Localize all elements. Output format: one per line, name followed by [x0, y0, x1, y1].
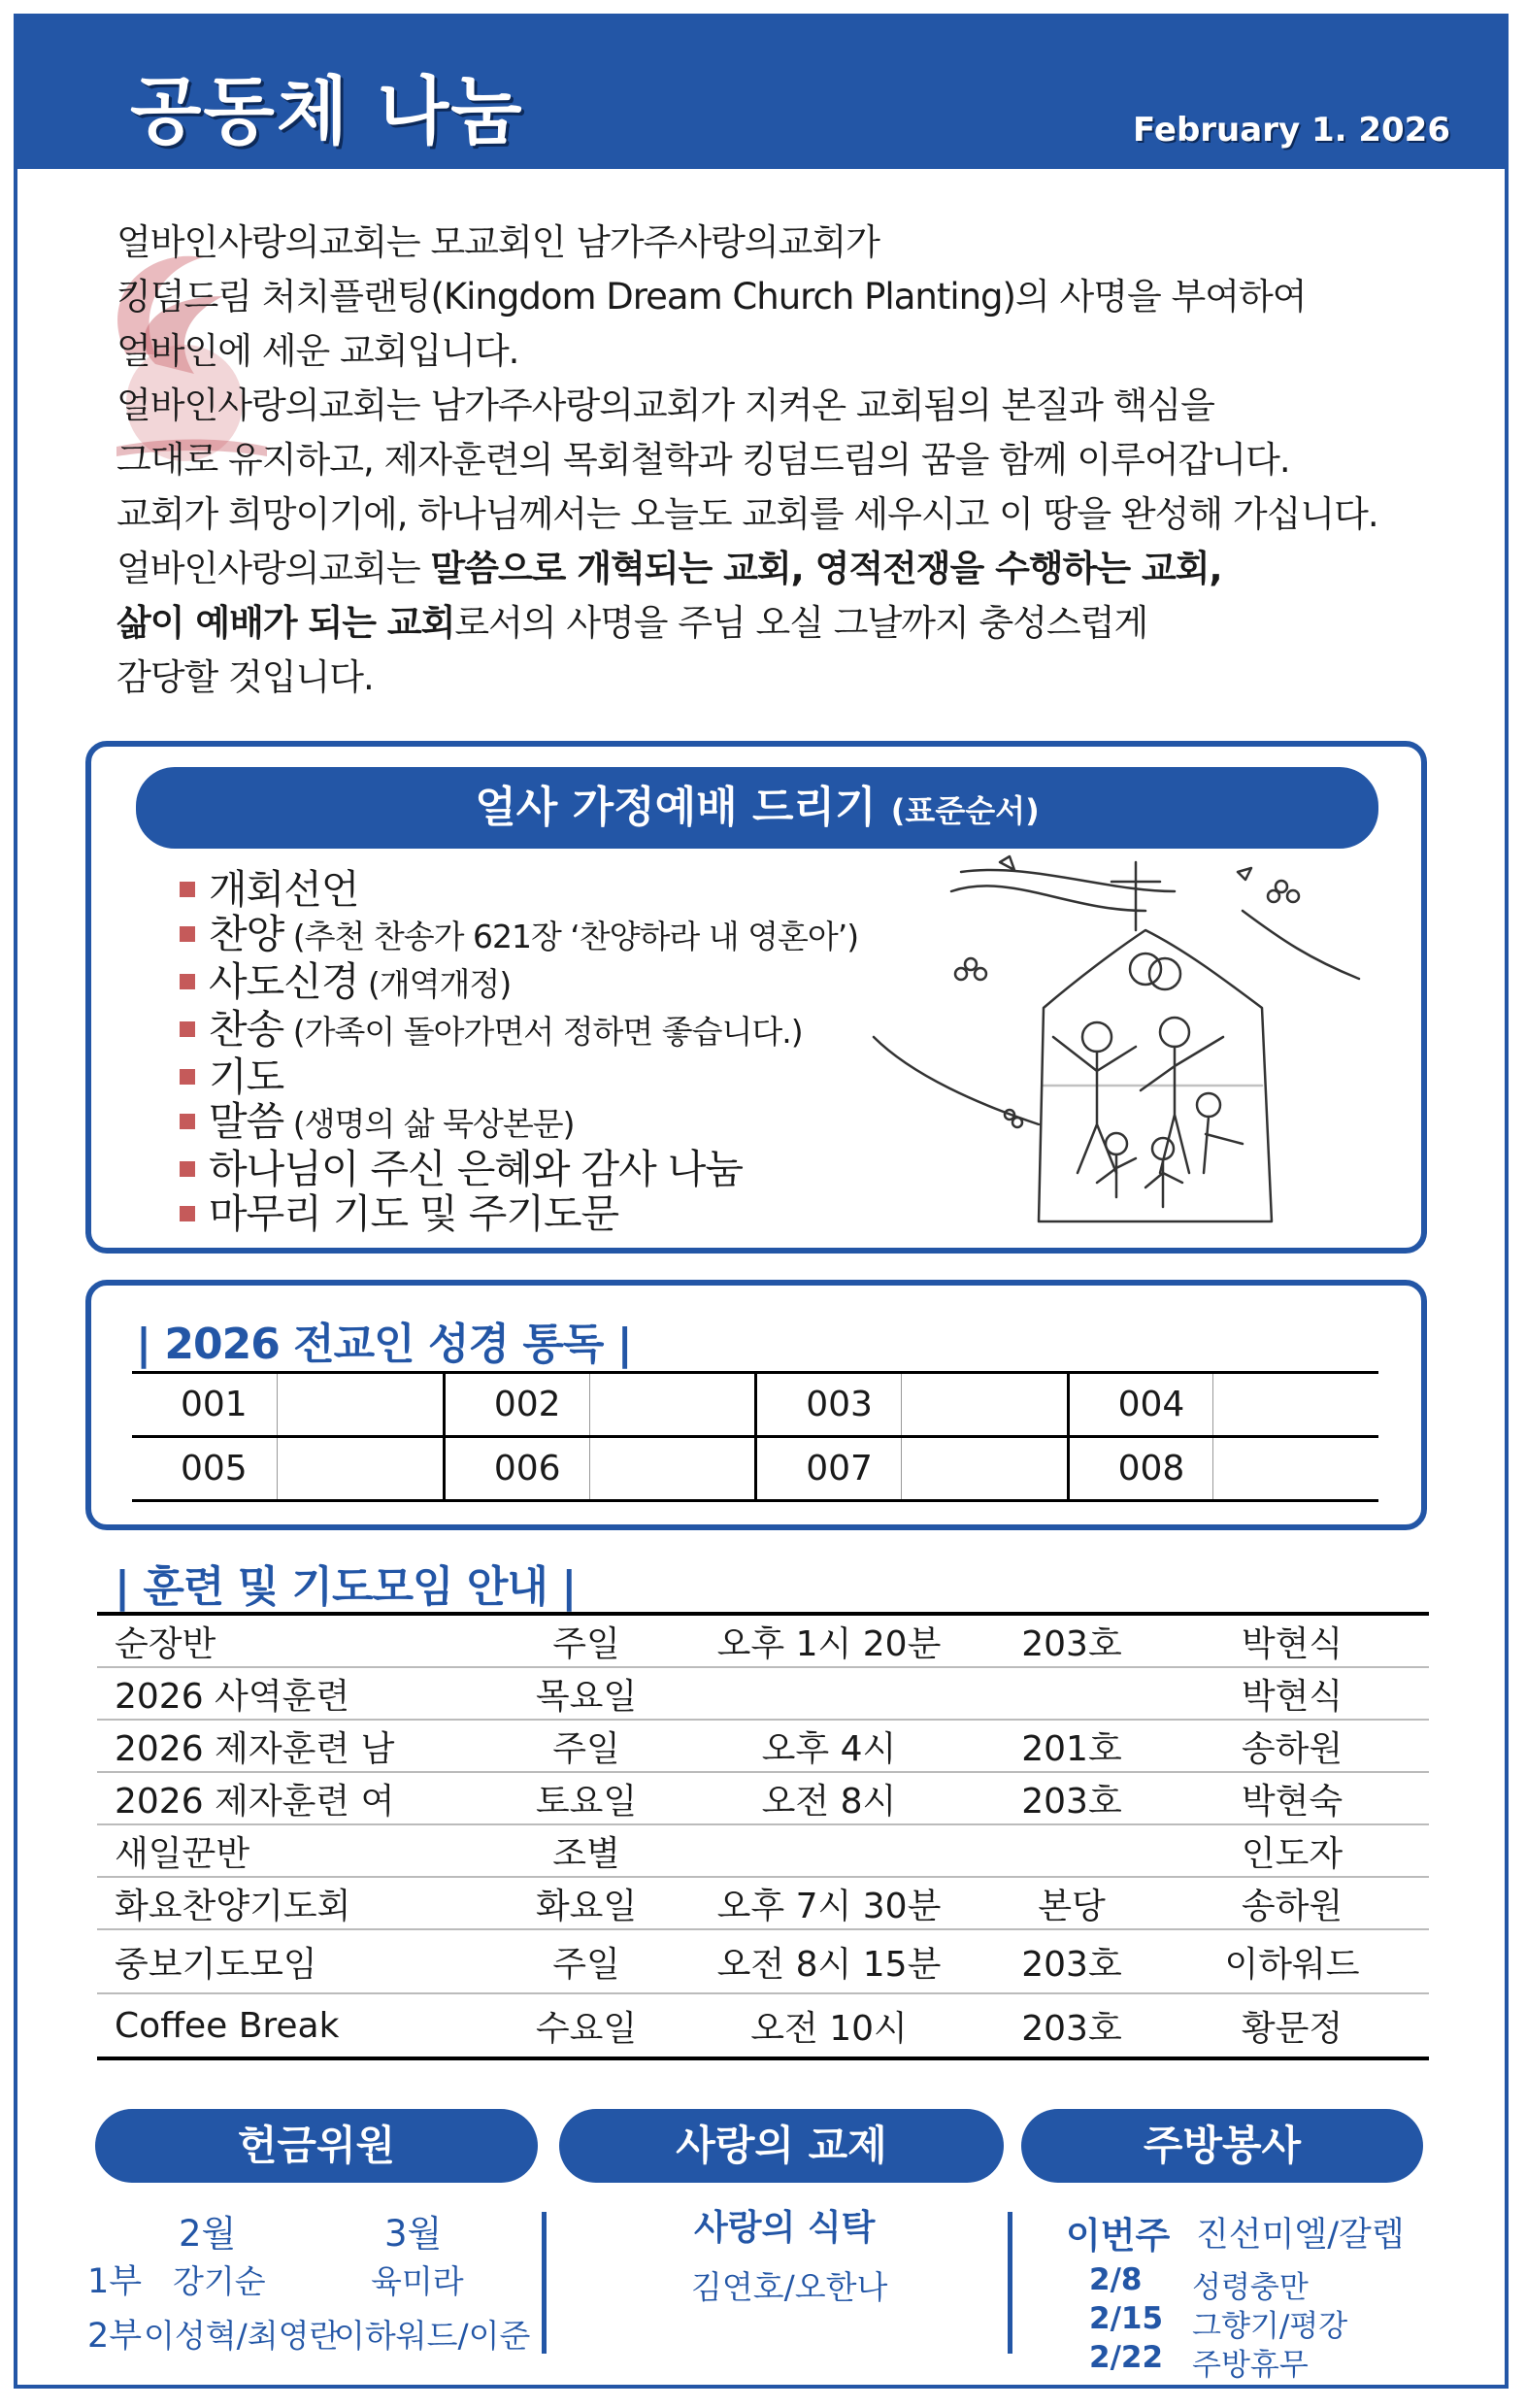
program-time: 오후 7시 30분 [670, 1877, 988, 1929]
kitchen-date: 2/22 [1089, 2340, 1164, 2375]
table-row [132, 1373, 1378, 1437]
program-room: 203호 [988, 1772, 1155, 1824]
reading-number: 006 [444, 1437, 589, 1501]
reading-number: 008 [1068, 1437, 1213, 1501]
program-time: 오후 4시 [670, 1720, 988, 1772]
reading-number: 004 [1068, 1373, 1213, 1437]
program-day: 주일 [503, 1929, 670, 1993]
reading-check-cell[interactable] [278, 1437, 445, 1501]
program-leader: 송하원 [1155, 1877, 1429, 1929]
program-name: Coffee Break [115, 2005, 340, 2046]
mission-emphasis: 삶이 예배가 되는 교회 [116, 602, 455, 644]
reading-number: 003 [756, 1373, 902, 1437]
program-day: 수요일 [535, 2008, 638, 2049]
kitchen-team: 그향기/평강 [1192, 2309, 1348, 2344]
table-row [97, 1929, 1429, 1993]
table-row [97, 1772, 1429, 1824]
reading-number: 002 [444, 1373, 589, 1437]
program-name: 순장반 [97, 1614, 503, 1667]
worship-step-note: (가족이 돌아가면서 정하면 좋습니다.) [283, 1013, 803, 1051]
mission-comma: , [1209, 548, 1222, 589]
family-worship-title-text: 얼사 가정예배 드리기 [475, 783, 877, 832]
worship-step-note: (추천 찬송가 621장 ‘찬양하라 내 영혼아’) [283, 918, 859, 955]
program-day: 주일 [503, 1720, 670, 1772]
program-leader: 박현식 [1155, 1667, 1429, 1720]
offering-month-1: 2월 [179, 2213, 237, 2255]
program-room: 203호 [988, 1614, 1155, 1667]
mission-line [116, 596, 1476, 651]
list-item [180, 1099, 858, 1147]
mission-text: 얼바인사랑의교회는 [116, 548, 431, 589]
family-church-illustration-icon [854, 853, 1398, 1241]
this-week-team: 진선미엘/갈렙 [1196, 2216, 1405, 2255]
love-table-label: 사랑의 식탁 [694, 2208, 876, 2248]
mission-line: 얼바인에 세운 교회입니다. [116, 330, 519, 372]
program-time: 오후 1시 20분 [670, 1614, 988, 1667]
worship-step: 하나님이 주신 은혜와 감사 나눔 [209, 1146, 744, 1192]
page-title: 공동체 나눔 [130, 68, 524, 154]
mission-line: 그대로 유지하고, 제자훈련의 목회철학과 킹덤드림의 꿈을 함께 이루어갑니다. [116, 439, 1290, 481]
program-room [988, 1667, 1155, 1720]
list-item [180, 912, 858, 959]
worship-step: 사도신경 [209, 958, 359, 1005]
program-name: 화요찬양기도회 [97, 1877, 503, 1929]
list-item [180, 959, 858, 1007]
divider [542, 2212, 547, 2354]
this-week-label: 이번주 [1066, 2215, 1171, 2257]
table-row [97, 1667, 1429, 1720]
program-room: 203호 [1021, 2008, 1122, 2049]
program-name: 중보기도모임 [97, 1929, 503, 1993]
program-time: 오전 8시 [670, 1772, 988, 1824]
program-leader: 황문정 [1241, 2008, 1344, 2049]
worship-step: 기도 [209, 1054, 284, 1100]
love-table-names: 김연호/오한나 [691, 2268, 888, 2306]
worship-step: 개회선언 [209, 866, 359, 913]
program-name: 2026 사역훈련 [97, 1667, 503, 1720]
reading-check-cell[interactable] [589, 1437, 756, 1501]
mission-comma: , [790, 548, 815, 589]
bullet-icon [180, 1021, 195, 1037]
program-name: 2026 제자훈련 남 [97, 1720, 503, 1772]
offering-service-1-label: 1부 [87, 2262, 143, 2301]
offering-service-1-feb: 강기순 [173, 2262, 266, 2300]
divider [1008, 2212, 1012, 2354]
church-mission-statement [116, 216, 1476, 705]
mission-line: 감당할 것입니다. [116, 656, 374, 698]
issue-date: February 1. 2026 [1133, 111, 1450, 150]
program-time: 오전 10시 [750, 2008, 908, 2049]
worship-step-note: (개역개정) [358, 965, 512, 1003]
program-time: 오전 8시 15분 [670, 1929, 988, 1993]
list-item [180, 1007, 858, 1054]
reading-check-cell[interactable] [901, 1437, 1068, 1501]
bullet-icon [180, 926, 195, 942]
mission-line: 얼바인사랑의교회는 모교회인 남가주사랑의교회가 [116, 221, 879, 263]
program-name: 2026 제자훈련 여 [97, 1772, 503, 1824]
list-item [180, 1191, 858, 1236]
bullet-icon [180, 1069, 195, 1085]
reading-check-cell[interactable] [589, 1373, 756, 1437]
reading-check-cell[interactable] [901, 1373, 1068, 1437]
program-room: 201호 [988, 1720, 1155, 1772]
worship-step: 말씀 [209, 1098, 284, 1145]
table-row [97, 1824, 1429, 1877]
list-item [180, 867, 858, 912]
bullet-icon [180, 974, 195, 989]
program-room: 203호 [988, 1929, 1155, 1993]
program-day: 목요일 [503, 1667, 670, 1720]
table-row [97, 1614, 1429, 1667]
worship-step-note: (생명의 삶 묵상본문) [283, 1105, 575, 1143]
family-worship-title-note: (표준순서) [890, 792, 1040, 829]
reading-number: 007 [756, 1437, 902, 1501]
worship-order-list [180, 867, 858, 1236]
program-time [670, 1667, 988, 1720]
table-row [97, 1720, 1429, 1772]
worship-step: 마무리 기도 및 주기도문 [209, 1190, 619, 1237]
mission-emphasis: 말씀으로 개혁되는 교회 [430, 548, 791, 589]
program-name: 새일꾼반 [97, 1824, 503, 1877]
program-leader: 박현식 [1155, 1614, 1429, 1667]
bible-reading-title: | 2026 전교인 성경 통독 | [136, 1320, 632, 1369]
program-day: 주일 [503, 1614, 670, 1667]
program-room [988, 1824, 1155, 1877]
reading-check-cell[interactable] [1213, 1373, 1378, 1437]
table-row [97, 1877, 1429, 1929]
program-leader: 송하원 [1155, 1720, 1429, 1772]
program-day: 토요일 [503, 1772, 670, 1824]
worship-step: 찬송 [209, 1006, 284, 1053]
kitchen-team: 성령충만 [1192, 2270, 1309, 2305]
program-leader: 이하워드 [1155, 1929, 1429, 1993]
bullet-icon [180, 1161, 195, 1177]
reading-check-cell[interactable] [1213, 1437, 1378, 1501]
table-row [97, 1993, 1429, 2058]
program-leader: 인도자 [1155, 1824, 1429, 1877]
family-worship-title [136, 767, 1378, 849]
table-row [132, 1437, 1378, 1501]
offering-service-1-mar: 육미라 [371, 2262, 464, 2300]
program-day: 화요일 [503, 1877, 670, 1929]
header-bar [14, 14, 1509, 169]
kitchen-date: 2/15 [1089, 2301, 1164, 2336]
kitchen-service-title: 주방봉사 [1021, 2109, 1423, 2183]
offering-month-2: 3월 [384, 2213, 443, 2255]
list-item [180, 1054, 858, 1099]
bullet-icon [180, 1114, 195, 1129]
reading-check-cell[interactable] [278, 1373, 445, 1437]
mission-line: 킹덤드림 처치플랜팅(Kingdom Dream Church Planting)의 사명을 부여하여 [116, 276, 1307, 318]
reading-number: 005 [132, 1437, 278, 1501]
program-room: 본당 [988, 1877, 1155, 1929]
mission-text: 로서의 사명을 주님 오실 그날까지 충성스럽게 [454, 602, 1148, 644]
bullet-icon [180, 882, 195, 897]
reading-number: 001 [132, 1373, 278, 1437]
mission-line [116, 542, 1476, 596]
kitchen-date: 2/8 [1089, 2262, 1143, 2297]
mission-emphasis: 영적전쟁을 수행하는 교회 [814, 548, 1210, 589]
program-day: 조별 [503, 1824, 670, 1877]
kitchen-team: 주방휴무 [1192, 2348, 1309, 2383]
bible-reading-grid [132, 1371, 1378, 1502]
worship-step: 찬양 [209, 911, 284, 957]
program-time [670, 1824, 988, 1877]
offering-service-2-feb: 이성혁/최영란 [144, 2317, 341, 2355]
training-title: | 훈련 및 기도모임 안내 | [115, 1562, 577, 1612]
mission-line: 얼바인사랑의교회는 남가주사랑의교회가 지켜온 교회됨의 본질과 핵심을 [116, 385, 1214, 426]
program-leader: 박현숙 [1155, 1772, 1429, 1824]
bullet-icon [180, 1206, 195, 1221]
fellowship-title: 사랑의 교제 [559, 2109, 1004, 2183]
offering-service-2-label: 2부 [87, 2317, 143, 2356]
mission-line: 교회가 희망이기에, 하나님께서는 오늘도 교회를 세우시고 이 땅을 완성해 가십니다. [116, 493, 1378, 535]
offering-committee-title: 헌금위원 [95, 2109, 538, 2183]
training-schedule-table [97, 1612, 1429, 2060]
list-item [180, 1147, 858, 1191]
offering-service-2-mar: 이하워드/이준 [334, 2317, 531, 2355]
